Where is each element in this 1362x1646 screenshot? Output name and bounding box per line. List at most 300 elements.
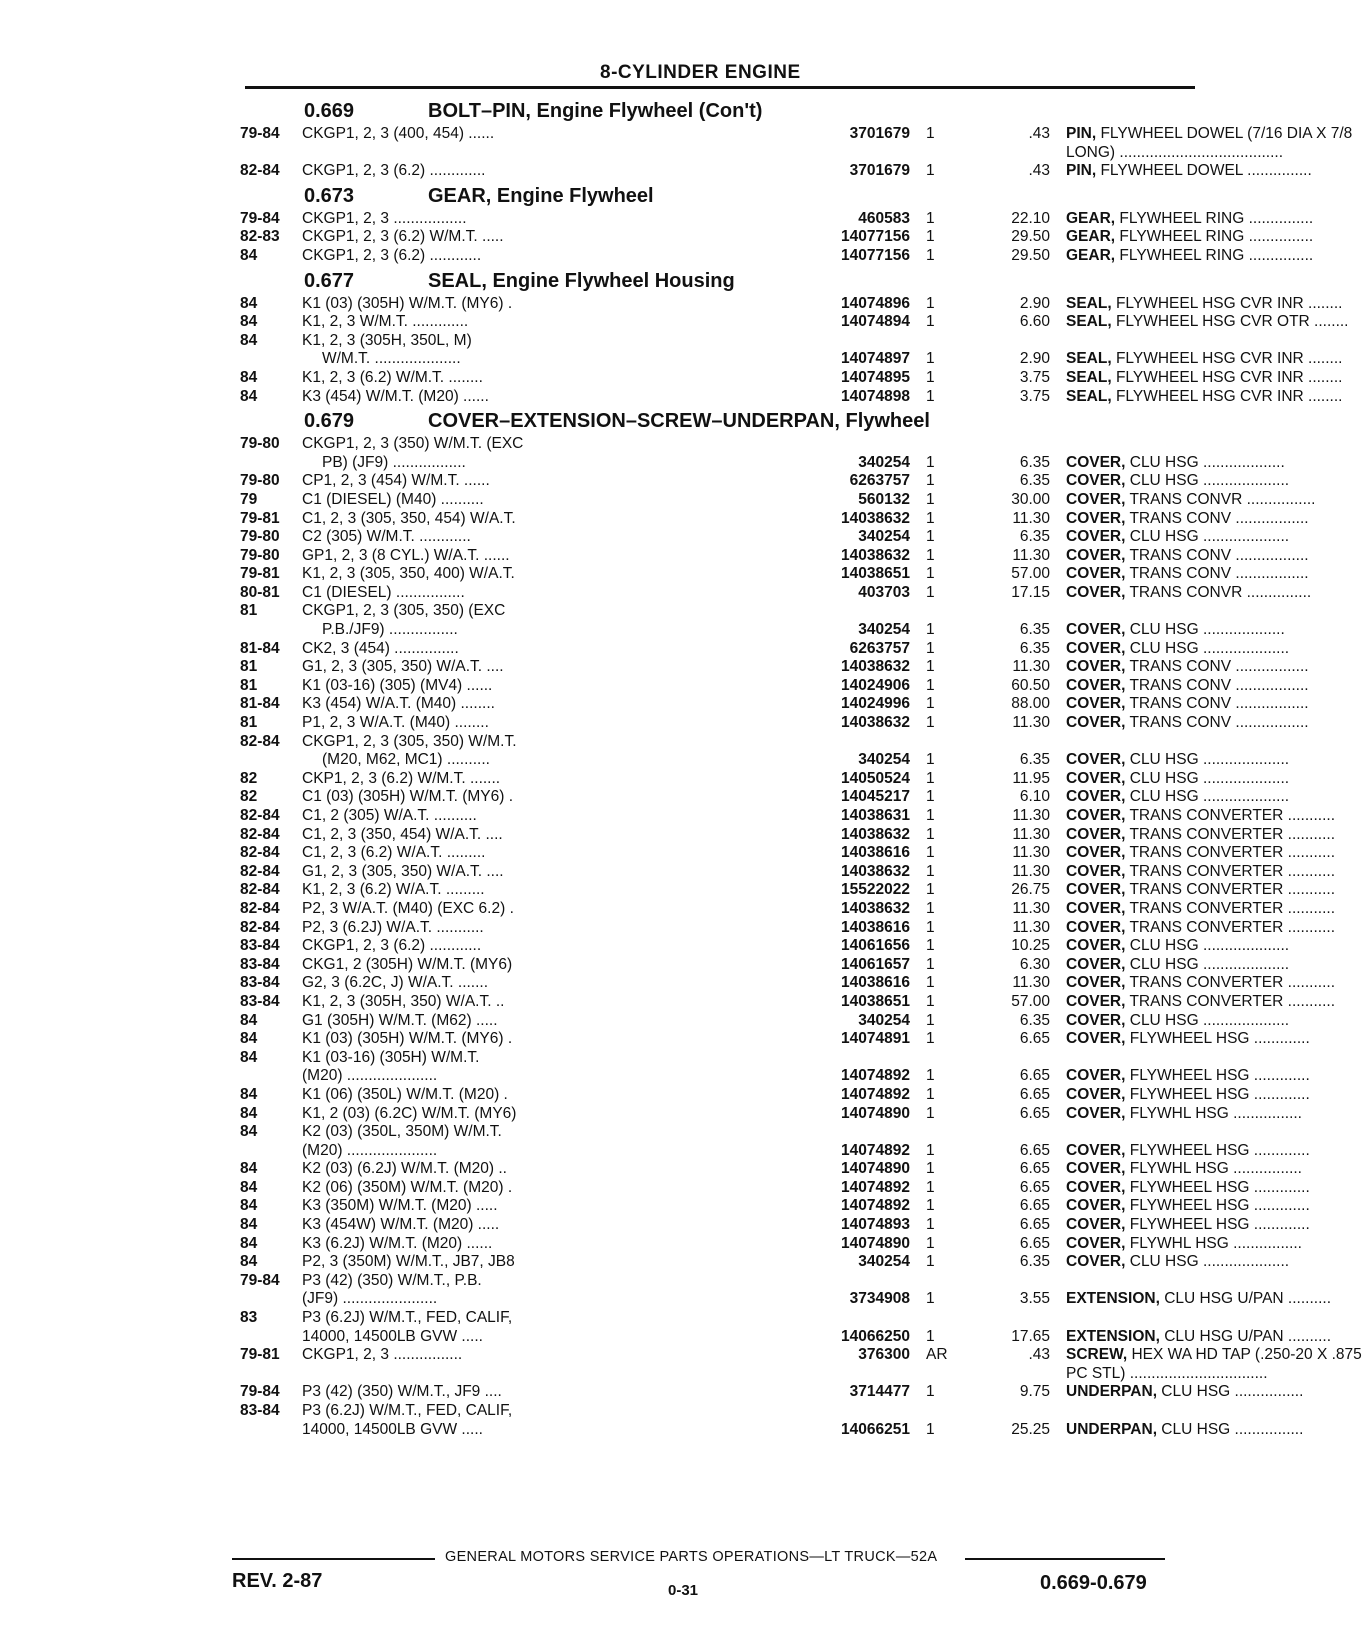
part-number: 14061656 [841,937,910,955]
part-description: CLU HSG .................... [1125,1253,1290,1271]
page-title: 8-CYLINDER ENGINE [600,62,801,83]
quantity: 1 [926,583,935,601]
part-description: TRANS CONVERTER ........... [1125,992,1336,1010]
application: 14000, 14500LB GVW ..... [302,1327,483,1345]
price: 25.25 [1011,1420,1050,1438]
description [1066,162,1312,180]
application: K1 (06) (350L) W/M.T. (M20) . [302,1085,508,1103]
model-years: 82 [240,769,258,787]
part-name: COVER, [1066,472,1126,490]
model-years: 84 [240,313,258,331]
part-number: 6263757 [849,472,910,490]
quantity: 1 [926,246,935,264]
table-row [240,862,1336,882]
description [1066,1365,1268,1383]
application: C1, 2 (305) W/A.T. .......... [302,807,477,824]
description [1066,1216,1310,1234]
application: K2 (06) (350M) W/M.T. (M20) . [302,1178,513,1196]
quantity: 1 [926,528,935,546]
model-years: 82-84 [240,881,280,899]
quantity: 1 [926,1085,935,1103]
price: 3.55 [1019,1290,1050,1308]
description [1066,228,1313,246]
part-description: TRANS CONVERTER ........... [1125,881,1336,899]
model-years: 82-84 [240,807,280,824]
part-name: COVER, [1066,1197,1126,1215]
section-title: COVER–EXTENSION–SCREW–UNDERPAN, Flywheel [428,410,930,433]
table-row [240,453,1285,473]
description [1066,510,1309,528]
description [1066,974,1335,992]
table-row [240,143,1284,163]
part-number: 14045217 [841,788,910,806]
description [1066,247,1313,265]
price: 57.00 [1011,565,1050,583]
application: K3 (6.2J) W/M.T. (M20) ...... [302,1234,493,1252]
model-years: 79-81 [240,1346,280,1364]
part-description: FLYWHEEL RING ............... [1115,246,1314,264]
table-row [240,368,1343,388]
section-number: 0.679 [304,410,355,433]
application: (M20) ..................... [302,1067,438,1085]
footer-page-number: 0-31 [668,1582,699,1599]
price: 88.00 [1011,695,1050,713]
application: CKGP1, 2, 3 (6.2) ............. [302,162,486,180]
part-number: 14074892 [841,1085,910,1103]
part-name: COVER, [1066,565,1126,583]
price: 6.65 [1019,1141,1050,1159]
part-description: TRANS CONV ................. [1125,714,1309,732]
part-number: 14074892 [841,1141,910,1159]
part-description: FLYWHEEL RING ............... [1115,209,1314,227]
table-row [240,769,1290,789]
part-description: TRANS CONVERTER ........... [1125,899,1336,917]
application: P1, 2, 3 W/A.T. (M40) ........ [302,714,489,732]
quantity: 1 [926,639,935,657]
table-row [240,955,1290,975]
model-years: 84 [240,294,258,312]
price: 11.30 [1012,974,1050,992]
quantity: 1 [926,1197,935,1215]
part-name: COVER, [1066,974,1126,992]
part-name: COVER, [1066,1085,1126,1103]
model-years: 84 [240,1178,258,1196]
model-years: 83 [240,1309,258,1327]
application: K1 (03-16) (305) (MV4) ...... [302,676,493,694]
application: C1 (DIESEL) (M40) .......... [302,490,484,508]
table-row [240,1123,1200,1142]
section-number: 0.669 [304,100,355,122]
part-description: TRANS CONV ................. [1125,565,1309,583]
part-number: 14074890 [841,1234,910,1252]
part-name: SEAL, [1066,350,1112,368]
application: P2, 3 (350M) W/M.T., JB7, JB8 [302,1253,515,1271]
part-name: COVER, [1066,676,1126,694]
description [1066,993,1335,1011]
quantity: 1 [926,862,935,880]
application: K1, 2, 3 (305H, 350L, M) [302,331,472,349]
application: K3 (454) W/A.T. (M40) ........ [302,695,495,713]
part-number: 3714477 [849,1383,910,1401]
model-years: 83-84 [240,937,280,955]
quantity: 1 [926,881,935,899]
description [1066,1290,1331,1308]
part-name: PIN, [1066,162,1097,180]
application: K1 (03) (305H) W/M.T. (MY6) . [302,294,513,312]
price: 11.30 [1012,844,1050,862]
table-row [240,974,1336,993]
price: .43 [1028,162,1050,180]
part-name: SEAL, [1066,313,1112,331]
part-number: 14038616 [841,918,910,936]
quantity: 1 [926,368,935,386]
part-description: TRANS CONVR ................ [1125,490,1316,508]
model-years: 82-84 [240,825,280,843]
description [1066,919,1335,937]
part-number: 3734908 [849,1290,910,1308]
application: K1, 2, 3 (305, 350, 400) W/A.T. [302,565,515,583]
part-number: 14074894 [841,313,910,331]
part-number: 376300 [858,1346,910,1364]
part-name: COVER, [1066,955,1126,973]
section-heading [240,181,1200,210]
description [1066,1235,1302,1253]
price: 6.30 [1019,955,1050,973]
table-row [240,565,1309,584]
part-name: COVER, [1066,937,1126,955]
part-name: COVER, [1066,1030,1126,1048]
application: K1, 2, 3 (6.2) W/M.T. ........ [302,368,483,386]
model-years: 82-83 [240,228,280,246]
table-row [240,228,1314,247]
table-row [240,209,1314,229]
application: K3 (454W) W/M.T. (M20) ..... [302,1216,500,1234]
description [1066,640,1289,658]
application: P.B./JF9) ................ [322,621,458,639]
description [1066,751,1289,769]
application: C1 (DIESEL) ................ [302,583,465,601]
part-name: COVER, [1066,1067,1126,1085]
part-number: 340254 [858,751,910,769]
price: 11.30 [1012,714,1050,732]
footer-range: 0.669-0.679 [1040,1572,1147,1594]
model-years: 84 [240,1085,258,1103]
application: P2, 3 W/A.T. (M40) (EXC 6.2) . [302,899,514,917]
part-name: UNDERPAN, [1066,1420,1157,1438]
table-row [240,246,1314,266]
application: 14000, 14500LB GVW ..... [302,1420,483,1438]
quantity: 1 [926,1420,935,1438]
part-name: COVER, [1066,769,1126,787]
table-row [240,1346,1362,1365]
model-years: 84 [240,1123,258,1141]
part-number: 14077156 [841,246,910,264]
part-description: LONG) ...................................... [1066,143,1284,161]
part-description: CLU HSG .................... [1125,769,1290,787]
quantity: 1 [926,1178,935,1196]
part-description: FLYWHEEL DOWEL ............... [1096,162,1312,180]
price: 3.75 [1019,387,1050,405]
model-years: 84 [240,1104,258,1122]
section-title: SEAL, Engine Flywheel Housing [428,269,735,292]
part-number: 3701679 [849,162,910,180]
model-years: 84 [240,1216,258,1234]
price: 6.35 [1019,453,1050,471]
price: 17.65 [1011,1327,1050,1345]
table-row [240,844,1336,863]
section-number: 0.677 [304,269,355,292]
part-number: 14077156 [841,228,910,246]
part-description: TRANS CONV ................. [1125,509,1309,527]
part-description: TRANS CONV ................. [1125,676,1309,694]
application: CKGP1, 2, 3 (350) W/M.T. (EXC [302,435,524,453]
application: P3 (6.2J) W/M.T., FED, CALIF, [302,1402,513,1419]
part-number: 14074893 [841,1216,910,1234]
quantity: 1 [926,1234,935,1252]
table-row [240,602,1200,621]
model-years: 82-84 [240,162,280,180]
part-number: 14074895 [841,368,910,386]
price: 11.30 [1012,862,1050,880]
quantity: 1 [926,1253,935,1271]
part-name: COVER, [1066,1234,1126,1252]
model-years: 84 [240,1048,258,1066]
description [1066,1421,1303,1439]
table-row [240,1309,1200,1328]
table-row [240,583,1312,603]
part-name: COVER, [1066,825,1126,843]
application: P3 (6.2J) W/M.T., FED, CALIF, [302,1309,513,1327]
quantity: AR [926,1346,948,1364]
part-description: TRANS CONV ................. [1125,695,1309,713]
model-years: 83-84 [240,974,280,992]
table-row [240,639,1290,659]
description [1066,1067,1310,1085]
description [1066,584,1311,602]
table-row [240,313,1349,332]
part-name: COVER, [1066,621,1126,639]
part-description: FLYWHEEL HSG CVR INR ........ [1111,368,1343,386]
part-name: GEAR, [1066,228,1116,246]
parts-catalog [240,96,1362,1439]
section-heading [240,266,1200,295]
quantity: 1 [926,313,935,331]
model-years: 79-80 [240,435,280,453]
quantity: 1 [926,453,935,471]
table-row [240,714,1309,733]
part-name: COVER, [1066,1178,1126,1196]
part-description: TRANS CONV ................. [1125,658,1309,676]
application: K1 (03-16) (305H) W/M.T. [302,1048,480,1066]
application: CKGP1, 2, 3 ................. [302,209,467,227]
application: CKGP1, 2, 3 (305, 350) (EXC [302,602,506,620]
part-description: TRANS CONVERTER ........... [1125,807,1336,824]
price: 11.95 [1012,769,1050,787]
quantity: 1 [926,918,935,936]
part-number: 14038651 [841,565,910,583]
part-name: COVER, [1066,1141,1126,1159]
part-name: SCREW, [1066,1346,1128,1364]
quantity: 1 [926,565,935,583]
quantity: 1 [926,1141,935,1159]
header-rule [245,86,1195,89]
application: W/M.T. .................... [322,350,461,368]
application: G1 (305H) W/M.T. (M62) ..... [302,1011,498,1029]
table-row [240,1085,1310,1105]
description [1066,900,1335,918]
quantity: 1 [926,788,935,806]
part-name: SEAL, [1066,294,1112,312]
part-number: 14038632 [841,899,910,917]
price: 6.65 [1019,1216,1050,1234]
part-number: 14038632 [841,862,910,880]
model-years: 82-84 [240,844,280,862]
part-description: CLU HSG .................... [1125,751,1290,769]
application: GP1, 2, 3 (8 CYL.) W/A.T. ...... [302,546,510,564]
price: 6.35 [1019,472,1050,490]
application: CKP1, 2, 3 (6.2) W/M.T. ....... [302,769,501,787]
quantity: 1 [926,1160,935,1178]
model-years: 79-81 [240,509,280,527]
application: CKG1, 2 (305H) W/M.T. (MY6) [302,955,513,973]
table-row [240,472,1290,491]
model-years: 84 [240,331,258,349]
table-row [240,1011,1290,1031]
part-description: TRANS CONVERTER ........... [1125,862,1336,880]
part-description: TRANS CONVR ............... [1125,583,1312,601]
description [1066,388,1342,406]
table-row [240,294,1343,314]
quantity: 1 [926,490,935,508]
table-row [240,1049,1200,1068]
part-description: FLYWHL HSG ................ [1125,1234,1302,1252]
part-description: HEX WA HD TAP (.250-20 X .875 [1127,1346,1362,1364]
application: G2, 3 (6.2C, J) W/A.T. ....... [302,974,489,992]
model-years: 81 [240,602,258,620]
part-number: 14074896 [841,294,910,312]
quantity: 1 [926,125,935,142]
part-description: FLYWHEEL HSG CVR OTR ........ [1111,313,1349,331]
part-description: CLU HSG U/PAN .......... [1159,1327,1331,1345]
application: C1, 2, 3 (6.2) W/A.T. ......... [302,844,486,862]
application: CKGP1, 2, 3 (305, 350) W/M.T. [302,732,517,750]
description [1066,826,1335,844]
description [1066,1142,1310,1160]
application: C1, 2, 3 (305, 350, 454) W/A.T. [302,509,516,527]
description [1066,1030,1310,1048]
table-row [240,1216,1310,1235]
price: 11.30 [1012,807,1050,824]
table-row [240,1104,1302,1124]
table-row [240,509,1309,529]
model-years: 82-84 [240,899,280,917]
model-years: 82 [240,788,258,806]
application: K2 (03) (6.2J) W/M.T. (M20) .. [302,1160,507,1178]
part-name: COVER, [1066,899,1126,917]
quantity: 1 [926,1067,935,1085]
application: K1, 2, 3 W/M.T. ............. [302,313,469,331]
quantity: 1 [926,1104,935,1122]
part-name: UNDERPAN, [1066,1383,1157,1401]
price: 6.65 [1019,1197,1050,1215]
description [1066,695,1309,713]
description [1066,295,1342,313]
price: 26.75 [1011,881,1050,899]
price: 9.75 [1019,1383,1050,1401]
application: C1, 2, 3 (350, 454) W/A.T. .... [302,825,503,843]
section-title: BOLT–PIN, Engine Flywheel (Con't) [428,100,763,122]
part-description: FLYWHEEL HSG CVR INR ........ [1111,294,1343,312]
model-years: 83-84 [240,1402,280,1419]
application: CP1, 2, 3 (454) W/M.T. ...... [302,472,490,490]
model-years: 81-84 [240,695,280,713]
application: CKGP1, 2, 3 (6.2) ............ [302,937,482,955]
price: 6.65 [1019,1178,1050,1196]
application: G1, 2, 3 (305, 350) W/A.T. .... [302,658,504,676]
table-row [240,1290,1331,1309]
part-description: FLYWHEEL HSG ............. [1125,1216,1310,1234]
part-description: FLYWHEEL HSG ............. [1125,1085,1310,1103]
part-name: COVER, [1066,528,1126,546]
price: 6.65 [1019,1160,1050,1178]
price: 29.50 [1011,246,1050,264]
price: 2.90 [1019,350,1050,368]
part-number: 14038632 [841,714,910,732]
price: 10.25 [1011,937,1050,955]
part-name: COVER, [1066,751,1126,769]
table-row [240,1141,1310,1161]
application: CKGP1, 2, 3 (6.2) W/M.T. ..... [302,228,504,246]
quantity: 1 [926,807,935,824]
part-number: 14074897 [841,350,910,368]
part-name: COVER, [1066,453,1126,471]
part-name: SEAL, [1066,387,1112,405]
part-name: SEAL, [1066,368,1112,386]
part-number: 14038632 [841,658,910,676]
part-name: COVER, [1066,546,1126,564]
price: 6.65 [1019,1067,1050,1085]
table-row [240,387,1343,407]
part-number: 340254 [858,1253,910,1271]
part-number: 340254 [858,621,910,639]
part-name: COVER, [1066,714,1126,732]
model-years: 79-81 [240,565,280,583]
price: 6.35 [1019,751,1050,769]
model-years: 82-84 [240,918,280,936]
model-years: 79-80 [240,546,280,564]
part-number: 14074890 [841,1104,910,1122]
description [1066,881,1335,899]
part-name: COVER, [1066,1253,1126,1271]
model-years: 84 [240,1234,258,1252]
part-description: FLYWHEEL RING ............... [1115,228,1314,246]
description [1066,714,1309,732]
table-row [240,490,1316,510]
table-row [240,751,1290,770]
description [1066,1012,1289,1030]
description [1066,844,1335,862]
application: CKGP1, 2, 3 ................ [302,1346,463,1364]
quantity: 1 [926,769,935,787]
price: 30.00 [1011,490,1050,508]
application: (JF9) ...................... [302,1290,438,1308]
price: .43 [1028,125,1050,142]
quantity: 1 [926,472,935,490]
table-row [240,1402,1200,1421]
quantity: 1 [926,162,935,180]
application: CK2, 3 (454) ............... [302,639,459,657]
part-number: 340254 [858,528,910,546]
